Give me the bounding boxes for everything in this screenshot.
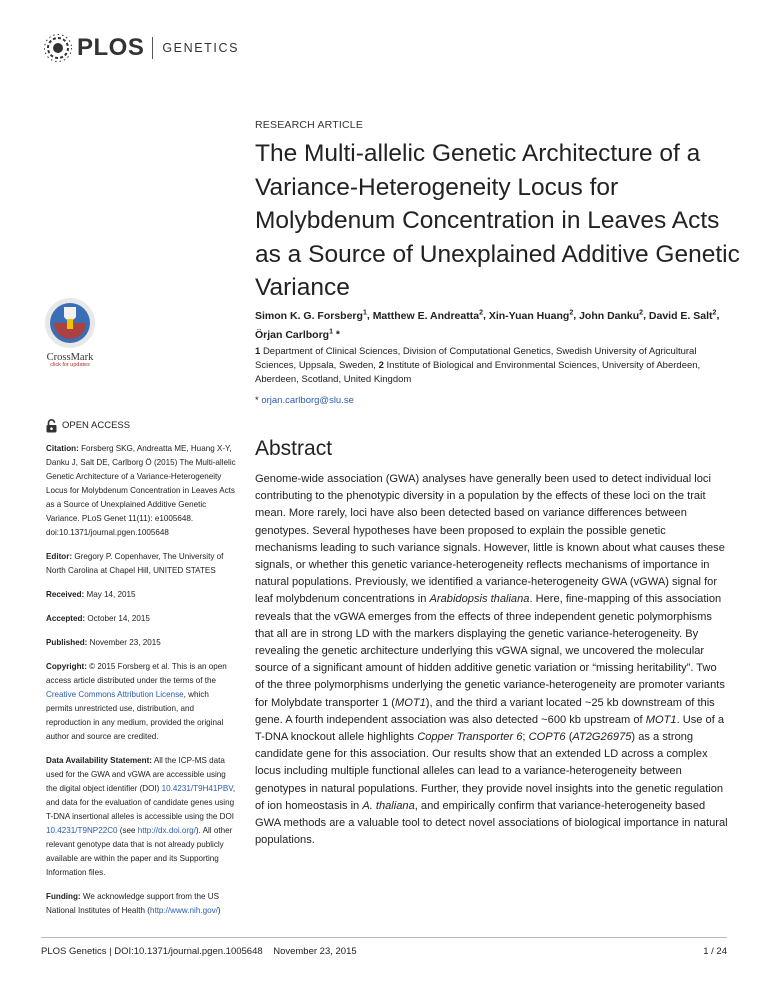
received-date: Received: May 14, 2015	[46, 590, 136, 599]
article-sidebar	[46, 419, 236, 928]
footer-divider	[41, 937, 727, 938]
author[interactable]: Örjan Carlborg$^1$	[255, 328, 334, 341]
author-list: Simon K. G. Forsberg$^1$, Matthew E. Andreatta$^2$, Xin-Yuan Huang$^2$, John Danku$^2$, David E. Salt$^2$, Örjan Carlborg$^1$ *	[255, 309, 720, 341]
crossmark-sub: click for updates	[50, 362, 90, 368]
open-lock-icon	[46, 419, 57, 433]
funding: Funding: We acknowledge support from the US National Institutes of Health (http://www.nih.gov/)	[46, 892, 221, 915]
logo-divider	[152, 37, 153, 59]
journal-name: GENETICS	[162, 41, 240, 55]
footer-citation: PLOS Genetics | DOI:10.1371/journal.pgen.1005648 November 23, 2015	[41, 946, 357, 957]
article-title: The Multi-allelic Genetic Architecture of a Variance-Heterogeneity Locus for Molybdenum Concentration in Leaves Acts as a Source of Unexplained Additive Genetic Variance	[255, 140, 740, 301]
crossmark-icon	[44, 297, 96, 349]
author[interactable]: Simon K. G. Forsberg$^1$	[255, 309, 367, 322]
author[interactable]: Xin-Yuan Huang$^2$	[488, 309, 574, 322]
copyright: Copyright: © 2015 Forsberg et al. This is an open access article distributed under the terms of the Creative Commons Attribution License, which permits unrestricted use, distribution, and reproduction in any medium, provided the original author and source are credited.	[46, 662, 227, 741]
doi-link[interactable]: 10.4231/T9NP22C0	[46, 826, 118, 835]
journal-logo[interactable]	[42, 33, 239, 63]
editor: Editor: Gregory P. Copenhaver, The University of North Carolina at Chapel Hill, UNITED STATES	[46, 552, 224, 575]
author[interactable]: David E. Salt$^2$	[648, 309, 717, 322]
data-availability: Data Availability Statement: All the ICP-MS data used for the GWA and vGWA are accessible using the digital object identifier (DOI) 10.4231/T9H41PBV, and data for the evaluation of candidate genes using T-DNA insertional alleles is accessible using the DOI 10.4231/T9NP22C0 (see http://dx.doi.org/). All other relevant genotype data that is not already publicly available are within the paper and its Supporting Information files.	[46, 756, 236, 877]
license-link[interactable]: Creative Commons Attribution License	[46, 690, 184, 699]
plos-logo-icon	[42, 33, 74, 63]
abstract-heading: Abstract	[255, 437, 333, 460]
doi-resolver-link[interactable]: http://dx.doi.org/	[137, 826, 196, 835]
published-date: Published: November 23, 2015	[46, 638, 161, 647]
crossmark-badge[interactable]	[40, 297, 100, 368]
citation: Citation: Forsberg SKG, Andreatta ME, Huang X-Y, Danku J, Salt DE, Carlborg Ö (2015) The Multi-allelic Genetic Architecture of a Variance-Heterogeneity Locus for Molybdenum Concentration in Leaves Acts as a Source of Unexplained Additive Genetic Variance. PLoS Genet 11(11): e1005648. doi:10.1371/journal.pgen.1005648	[46, 444, 236, 537]
author[interactable]: Matthew E. Andreatta$^2$	[372, 309, 483, 322]
abstract-body: Genome-wide association (GWA) analyses have generally been used to detect individual loci contributing to the phenotypic diversity in a population by the effects of these loci on the trait mean. More rarely, loci have also been detected based on variance differences between genotypes. Several hypotheses have been proposed to explain the possible genetic mechanisms leading to such variance signals. However, little is known about what causes these signals, or whether this genetic variance-heterogeneity reflects mechanisms of importance in natural populations. Previously, we identified a variance-heterogeneity GWA (vGWA) signal for leaf molybdenum concentrations in Arabidopsis thaliana. Here, fine-mapping of this association reveals that the vGWA emerges from the effects of three independent genetic polymorphisms that all are in strong LD with the markers displaying the genetic variance-heterogeneity. By revealing the genetic architecture underlying this vGWA signal, we uncovered the molecular source of a significant amount of hidden additive genetic variation or “missing heritability”. Two of the three polymorphisms underlying the genetic variance-heterogeneity are promoter variants for Molybdate transporter 1 (MOT1), and the third a variant located ~25 kb downstream of this gene. A fourth independent association was also detected ~600 kb upstream of MOT1. Use of a T-DNA knockout allele highlights Copper Transporter 6; COPT6 (AT2G26975) as a strong candidate gene for this association. Our results show that an extended LD across a complex locus including multiple functional alleles can lead to a variance-heterogeneity between genotypes in natural populations. Further, they provide novel insights into the genetic regulation of ion homeostasis in A. thaliana, and empirically confirm that variance-heterogeneity based GWA methods are a valuable tool to detect novel associations of biological importance in natural populations.	[255, 473, 728, 847]
open-access-badge: OPEN ACCESS	[46, 419, 236, 433]
logo-wordmark: PLOS	[77, 34, 145, 61]
page-number: 1 / 24	[703, 946, 727, 957]
doi-link[interactable]: 10.4231/T9H41PBV	[161, 784, 233, 793]
crossmark-label: CrossMark	[46, 352, 94, 363]
correspondence: * orjan.carlborg@slu.se	[255, 395, 354, 406]
author[interactable]: John Danku$^2$	[579, 309, 644, 322]
email-link[interactable]: orjan.carlborg@slu.se	[261, 395, 354, 406]
accepted-date: Accepted: October 14, 2015	[46, 614, 150, 623]
affiliations: 1 Department of Clinical Sciences, Division of Computational Genetics, Swedish University of Agricultural Sciences, Uppsala, Sweden, 2 Institute of Biological and Environmental Sciences, University of Aberdeen, Aberdeen, Scotland, United Kingdom	[255, 346, 701, 386]
article-type: RESEARCH ARTICLE	[255, 119, 364, 131]
nih-link[interactable]: http://www.nih.gov/	[149, 906, 218, 915]
